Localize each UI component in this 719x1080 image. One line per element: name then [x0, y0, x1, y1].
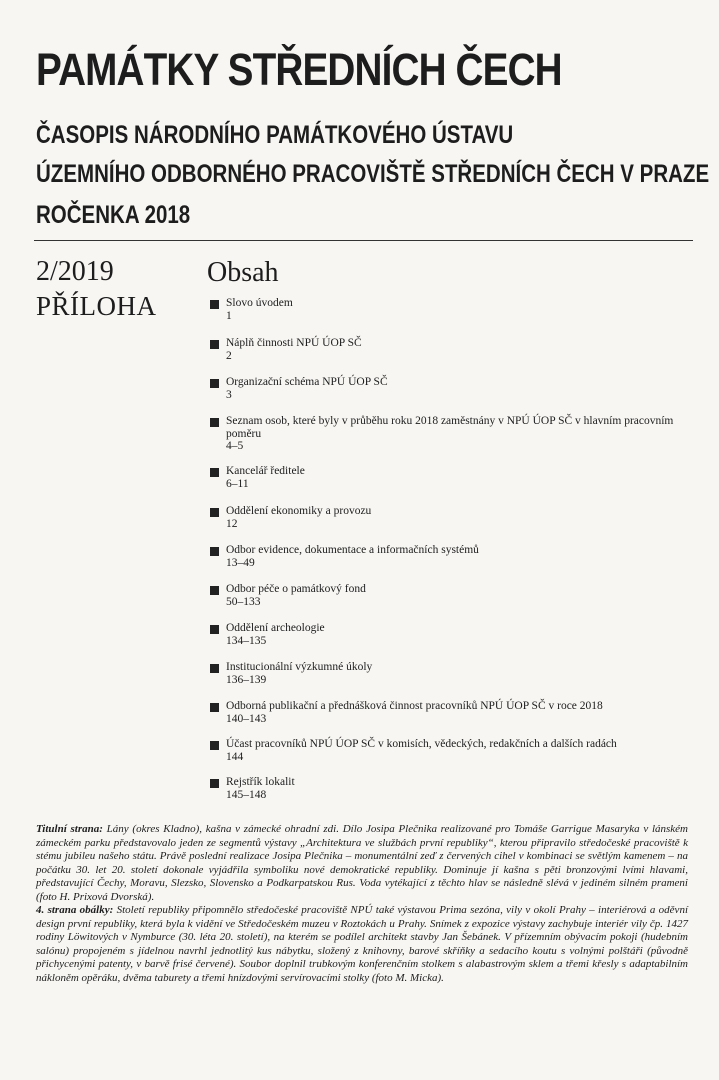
journal-title: PAMÁTKY STŘEDNÍCH ČECH [36, 44, 562, 95]
toc-item-title: Oddělení archeologie [226, 622, 325, 634]
toc-item [210, 583, 690, 609]
toc-item [210, 505, 690, 531]
yearbook-label: ROČENKA 2018 [36, 201, 191, 229]
toc-item [210, 700, 690, 726]
back-cover-label: 4. strana obálky: [36, 904, 114, 916]
back-cover-text: Století republiky připomnělo středočeské pracoviště NPÚ také výstavou Prima sezóna, vily v okolí Prahy – interiérová a oděvní design první republiky, která byla k vidění ve Středočeském muzeu v Roztokách u Prahy. Snímek z expozice výstavy zachybuje interiér vily čp. 1427 rodiny Löwitových v Nymburce (30. léta 20. století), na kterém se podílel architekt stavby Jan Šebánek. V přízemním obývacím pokoji (hudebním salónu) propojeném s jídelnou navrhl jednotlitý kus nábytku, složený z knihovny, barové skříňky a sedacího koutu s volnými polštáři (původně přichycenými patenty, v barvě frisé červené). Soubor doplnil trubkovým konferenčním stolkem s alabastrovým sklem a třemi křesly s adaptabilním nákloněm opěráku, dvěma taburety a třemi hnízdovými servírovacími stolky (foto M. Micka). [36, 904, 688, 984]
journal-subtitle-line-1: ČASOPIS NÁRODNÍHO PAMÁTKOVÉHO ÚSTAVU [36, 121, 514, 149]
toc-item-title: Oddělení ekonomiky a provozu [226, 505, 372, 517]
toc-item-title: Odbor péče o památkový fond [226, 583, 366, 595]
toc-item-pages: 136–139 [226, 673, 267, 686]
front-cover-text: Lány (okres Kladno), kašna v zámecké ohradní zdi. Dílo Josipa Plečnika realizované pro Tomáše Garrigue Masaryka v lánském zámeckém parku představovalo jeden ze segmentů výstavy „Architektura ve službách první republiky“, kterou připravilo středočeské pracoviště k stému jubileu našeho státu. Právě poslední realizace Josipa Plečnika – monumentální zeď z červených cihel v kombinaci se světlým kamenem – na počátku 30. let 20. století dokonale vyjádřila symboliku nové demokratické republiky. Dominuje jí kašna s pěti bronzovými lvími hlavami, představující Čechy, Moravu, Slezsko, Slovensko a Podkarpatskou Rus. Voda vytékající z těchto hlav se následně slévá v jediném silném prameni (foto H. Prixová Dvorská). [36, 823, 688, 903]
bullet-square-icon [210, 741, 219, 750]
toc-item [210, 465, 690, 491]
toc-item-title: Účast pracovníků NPÚ ÚOP SČ v komisích, vědeckých, redakčních a dalších radách [226, 738, 617, 750]
toc-item-pages: 144 [226, 750, 244, 763]
issue-number: 2/2019 [36, 256, 114, 287]
bullet-square-icon [210, 418, 219, 427]
bullet-square-icon [210, 547, 219, 556]
bullet-square-icon [210, 664, 219, 673]
toc-item-pages: 134–135 [226, 634, 267, 647]
journal-subtitle-line-2: ÚZEMNÍHO ODBORNÉHO PRACOVIŠTĚ STŘEDNÍCH ČECH V PRAZE [36, 160, 710, 188]
toc-item [210, 376, 690, 402]
toc-item-title: Odborná publikační a přednášková činnost pracovníků NPÚ ÚOP SČ v roce 2018 [226, 700, 603, 712]
bullet-square-icon [210, 300, 219, 309]
toc-item [210, 297, 690, 323]
bullet-square-icon [210, 586, 219, 595]
toc-item-title: Odbor evidence, dokumentace a informačních systémů [226, 544, 479, 556]
toc-item-title: Náplň činnosti NPÚ ÚOP SČ [226, 337, 362, 349]
supplement-label: PŘÍLOHA [36, 291, 157, 321]
toc-item [210, 337, 690, 363]
toc-item [210, 544, 690, 570]
bullet-square-icon [210, 468, 219, 477]
toc-item-pages: 1 [226, 309, 232, 322]
header-divider [34, 240, 693, 241]
toc-item [210, 661, 690, 687]
toc-item [210, 415, 690, 453]
toc-item-pages: 12 [226, 517, 238, 530]
toc-item [210, 776, 690, 802]
toc-item-title: Seznam osob, které byly v průběhu roku 2018 zaměstnány v NPÚ ÚOP SČ v hlavním pracovním poměru [226, 415, 674, 440]
back-cover-caption [36, 904, 688, 985]
toc-item-pages: 3 [226, 388, 232, 401]
toc-item-pages: 145–148 [226, 788, 267, 801]
bullet-square-icon [210, 779, 219, 788]
toc-item [210, 738, 690, 764]
toc-heading: Obsah [207, 257, 279, 288]
bullet-square-icon [210, 508, 219, 517]
toc-item-title: Slovo úvodem [226, 297, 293, 309]
toc-item-title: Kancelář ředitele [226, 465, 305, 477]
bullet-square-icon [210, 379, 219, 388]
toc-item-title: Organizační schéma NPÚ ÚOP SČ [226, 376, 388, 388]
toc-item-pages: 2 [226, 349, 232, 362]
toc-item-pages: 6–11 [226, 477, 249, 490]
toc-item-title: Institucionální výzkumné úkoly [226, 661, 373, 673]
toc-item-pages: 50–133 [226, 595, 261, 608]
bullet-square-icon [210, 625, 219, 634]
toc-item-pages: 140–143 [226, 712, 267, 725]
bullet-square-icon [210, 703, 219, 712]
cover-captions [36, 823, 688, 985]
front-cover-caption [36, 823, 688, 904]
bullet-square-icon [210, 340, 219, 349]
toc-item-pages: 4–5 [226, 440, 244, 452]
toc-item [210, 622, 690, 648]
toc-item-pages: 13–49 [226, 556, 255, 569]
front-cover-label: Titulní strana: [36, 823, 103, 835]
toc-item-title: Rejstřík lokalit [226, 776, 295, 788]
